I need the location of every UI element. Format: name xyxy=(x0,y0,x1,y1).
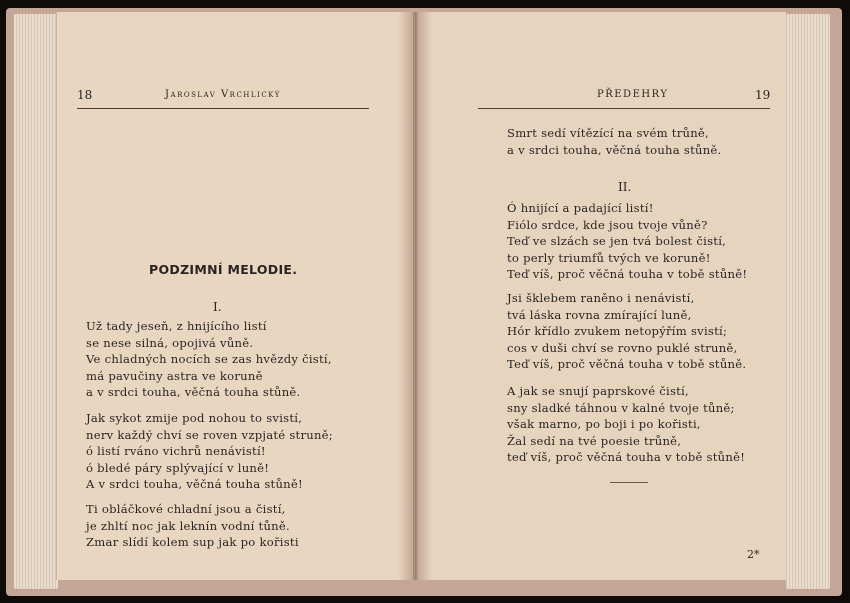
verse-line: však marno, po boji i po kořisti, xyxy=(507,417,701,432)
right-stanza-1 xyxy=(507,125,721,158)
right-running-head: PŘEDEHRY xyxy=(597,89,669,100)
verse-line: Jsi šklebem raněno i nenávistí, xyxy=(507,291,695,305)
verse-line: Fiólo srdce, kde jsou tvoje vůně? xyxy=(507,217,708,232)
verse-line: ó listí rváno vichrů nenávistí! xyxy=(86,444,266,459)
verse-line: Teď víš, proč věčná touha v tobě stůně! xyxy=(507,267,748,282)
left-page xyxy=(56,12,413,580)
verse-line: teď víš, proč věčná touha v tobě stůně! xyxy=(507,450,746,465)
verse-line: a v srdci touha, věčná touha stůně. xyxy=(507,142,722,157)
left-stanza-2 xyxy=(86,410,333,493)
left-stanza-3 xyxy=(86,501,299,551)
signature-mark: 2* xyxy=(747,548,760,561)
left-stanza-1 xyxy=(86,318,332,401)
right-page xyxy=(414,12,786,580)
book-gutter xyxy=(398,12,432,580)
verse-line: Už tady jeseň, z hnijícího listí xyxy=(86,319,267,333)
section-number-one: I. xyxy=(213,300,222,314)
verse-line: Zmar slídí kolem sup jak po kořisti xyxy=(86,535,299,550)
verse-line: Ve chladných nocích se zas hvězdy čistí, xyxy=(86,352,332,367)
poem-title: PODZIMNÍ MELODIE. xyxy=(149,262,298,277)
verse-line: Smrt sedí vítězící na svém trůně, xyxy=(507,126,709,140)
section-number-two: II. xyxy=(618,180,632,194)
verse-line: se nese silná, opojivá vůně. xyxy=(86,335,254,350)
verse-line: Jak sykot zmije pod nohou to svistí, xyxy=(86,411,303,425)
right-stanza-4 xyxy=(507,383,745,466)
verse-line: A jak se snují paprskové čistí, xyxy=(507,384,689,398)
verse-line: a v srdci touha, věčná touha stůně. xyxy=(86,385,301,400)
verse-line: cos v duši chví se rovno puklé struně, xyxy=(507,340,738,355)
left-header-rule xyxy=(77,108,369,109)
page-edges-right xyxy=(786,14,830,589)
verse-line: sny sladké táhnou v kalné tvoje tůně; xyxy=(507,400,735,415)
verse-line: nerv každý chví se roven vzpjaté struně; xyxy=(86,427,333,442)
verse-line: Hór křídlo zvukem netopýřím svistí; xyxy=(507,324,728,339)
right-header-rule xyxy=(478,108,770,109)
verse-line: má pavučiny astra ve koruně xyxy=(86,368,263,383)
right-stanza-3 xyxy=(507,290,746,373)
right-stanza-2 xyxy=(507,200,747,283)
left-page-number: 18 xyxy=(77,88,93,102)
end-of-poem-rule xyxy=(610,482,648,483)
verse-line: Ti obláčkové chladní jsou a čistí, xyxy=(86,502,286,516)
right-page-number: 19 xyxy=(755,88,771,102)
verse-line: to perly triumfů tvých ve koruně! xyxy=(507,250,711,265)
verse-line: je zhltí noc jak leknín vodní tůně. xyxy=(86,518,290,533)
verse-line: ó bledé páry splývající v luně! xyxy=(86,460,270,475)
verse-line: Teď ve slzách se jen tvá bolest čistí, xyxy=(507,234,727,249)
verse-line: tvá láska rovna zmírající luně, xyxy=(507,307,692,322)
left-running-head: Jaroslav Vrchlický xyxy=(165,89,281,100)
page-edges-left xyxy=(14,14,58,589)
verse-line: A v srdci touha, věčná touha stůně! xyxy=(86,477,303,492)
verse-line: Ó hnijící a padající listí! xyxy=(507,201,654,215)
verse-line: Teď víš, proč věčná touha v tobě stůně. xyxy=(507,357,747,372)
verse-line: Žal sedí na tvé poesie trůně, xyxy=(507,433,682,448)
